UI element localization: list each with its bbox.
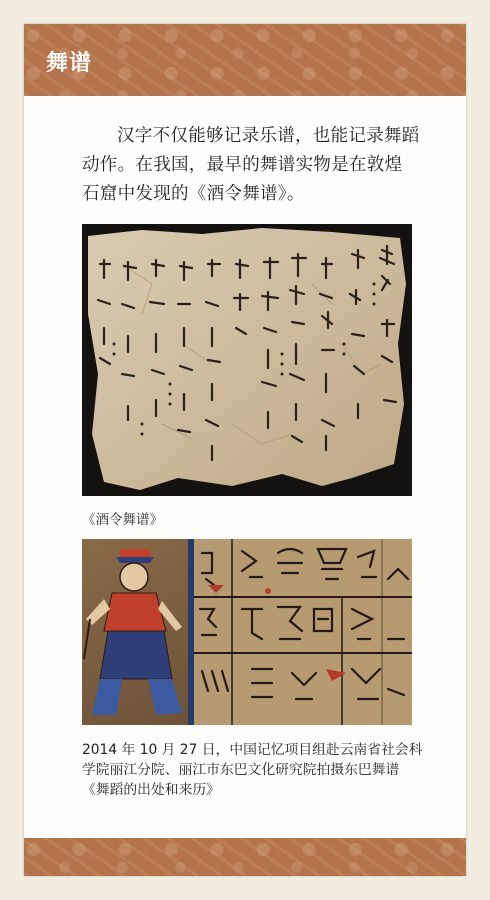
jiuling-dance-score-photo — [82, 224, 412, 496]
footer-band — [24, 838, 466, 876]
blue-divider — [188, 539, 194, 725]
figure1-caption: 《酒令舞谱》 — [82, 512, 163, 528]
figure2-caption: 2014 年 10 月 27 日，中国记忆项目组赴云南省社会科学院丽江分院、丽江市东巴文化研究院拍摄东巴舞谱《舞蹈的出处和来历》 — [82, 742, 423, 798]
dongba-illustration — [82, 539, 412, 725]
dongba-dance-score-photo — [82, 539, 412, 725]
manuscript-illustration — [82, 224, 412, 496]
page-title: 舞谱 — [46, 51, 93, 76]
header-band — [24, 24, 466, 96]
page-panel — [24, 24, 466, 876]
intro-paragraph: 汉字不仅能够记录乐谱，也能记录舞蹈动作。在我国，最早的舞谱实物是在敦煌石窟中发现的《酒令舞谱》。 — [82, 126, 420, 204]
